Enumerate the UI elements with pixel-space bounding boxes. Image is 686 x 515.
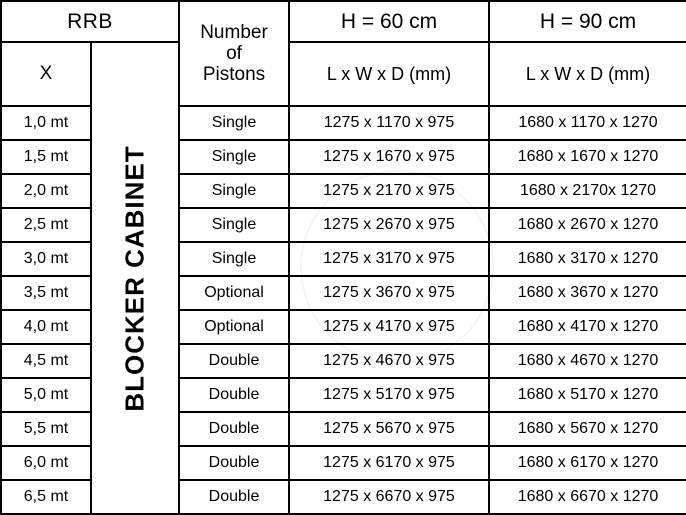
row-pistons-value: Single <box>179 174 289 208</box>
row-pistons-value: Optional <box>179 276 289 310</box>
row-h60-dimensions: 1275 x 2170 x 975 <box>289 174 489 208</box>
row-x-value: 1,0 mt <box>1 106 91 140</box>
row-h60-dimensions: 1275 x 3670 x 975 <box>289 276 489 310</box>
header-x: X <box>1 42 91 106</box>
row-x-value: 2,5 mt <box>1 208 91 242</box>
row-pistons-value: Double <box>179 378 289 412</box>
row-h90-dimensions: 1680 x 3670 x 1270 <box>489 276 686 310</box>
cabinet-label-cell <box>91 42 179 514</box>
table-header-row-2 <box>1 42 686 106</box>
row-x-value: 5,0 mt <box>1 378 91 412</box>
row-x-value: 3,5 mt <box>1 276 91 310</box>
row-pistons-value: Optional <box>179 310 289 344</box>
row-pistons-value: Double <box>179 480 289 514</box>
row-pistons-value: Double <box>179 446 289 480</box>
row-h60-dimensions: 1275 x 6170 x 975 <box>289 446 489 480</box>
row-h60-dimensions: 1275 x 3170 x 975 <box>289 242 489 276</box>
row-h60-dimensions: 1275 x 1670 x 975 <box>289 140 489 174</box>
row-pistons-value: Single <box>179 242 289 276</box>
row-pistons-value: Single <box>179 208 289 242</box>
row-x-value: 5,5 mt <box>1 412 91 446</box>
header-dims-h90: L x W x D (mm) <box>489 42 686 106</box>
header-pistons-line2: of <box>226 42 242 64</box>
row-x-value: 1,5 mt <box>1 140 91 174</box>
row-h90-dimensions: 1680 x 3170 x 1270 <box>489 242 686 276</box>
row-h60-dimensions: 1275 x 4170 x 975 <box>289 310 489 344</box>
row-pistons-value: Single <box>179 106 289 140</box>
row-h60-dimensions: 1275 x 4670 x 975 <box>289 344 489 378</box>
row-h90-dimensions: 1680 x 6170 x 1270 <box>489 446 686 480</box>
row-h60-dimensions: 1275 x 1170 x 975 <box>289 106 489 140</box>
blocker-cabinet-label: BLOCKER CABINET <box>119 145 150 412</box>
row-h90-dimensions: 1680 x 1170 x 1270 <box>489 106 686 140</box>
header-dims-h60: L x W x D (mm) <box>289 42 489 106</box>
header-rrb: RRB <box>1 1 179 42</box>
row-x-value: 6,5 mt <box>1 480 91 514</box>
header-h90: H = 90 cm <box>489 1 686 42</box>
row-h90-dimensions: 1680 x 1670 x 1270 <box>489 140 686 174</box>
row-x-value: 6,0 mt <box>1 446 91 480</box>
row-h90-dimensions: 1680 x 5670 x 1270 <box>489 412 686 446</box>
header-number-of-pistons <box>179 1 289 106</box>
row-x-value: 2,0 mt <box>1 174 91 208</box>
row-pistons-value: Double <box>179 344 289 378</box>
row-h90-dimensions: 1680 x 4170 x 1270 <box>489 310 686 344</box>
row-h90-dimensions: 1680 x 2170x 1270 <box>489 174 686 208</box>
row-h90-dimensions: 1680 x 5170 x 1270 <box>489 378 686 412</box>
row-h60-dimensions: 1275 x 2670 x 975 <box>289 208 489 242</box>
header-pistons-line1: Number <box>200 21 268 43</box>
row-h60-dimensions: 1275 x 5170 x 975 <box>289 378 489 412</box>
row-x-value: 3,0 mt <box>1 242 91 276</box>
row-x-value: 4,0 mt <box>1 310 91 344</box>
header-h60: H = 60 cm <box>289 1 489 42</box>
row-x-value: 4,5 mt <box>1 344 91 378</box>
cabinet-label-wrap <box>92 43 178 513</box>
header-pistons-line3: Pistons <box>202 64 266 86</box>
row-h90-dimensions: 1680 x 4670 x 1270 <box>489 344 686 378</box>
row-h60-dimensions: 1275 x 6670 x 975 <box>289 480 489 514</box>
row-pistons-value: Single <box>179 140 289 174</box>
row-pistons-value: Double <box>179 412 289 446</box>
row-h90-dimensions: 1680 x 2670 x 1270 <box>489 208 686 242</box>
row-h60-dimensions: 1275 x 5670 x 975 <box>289 412 489 446</box>
row-h90-dimensions: 1680 x 6670 x 1270 <box>489 480 686 514</box>
table-header-row-1 <box>1 1 686 42</box>
